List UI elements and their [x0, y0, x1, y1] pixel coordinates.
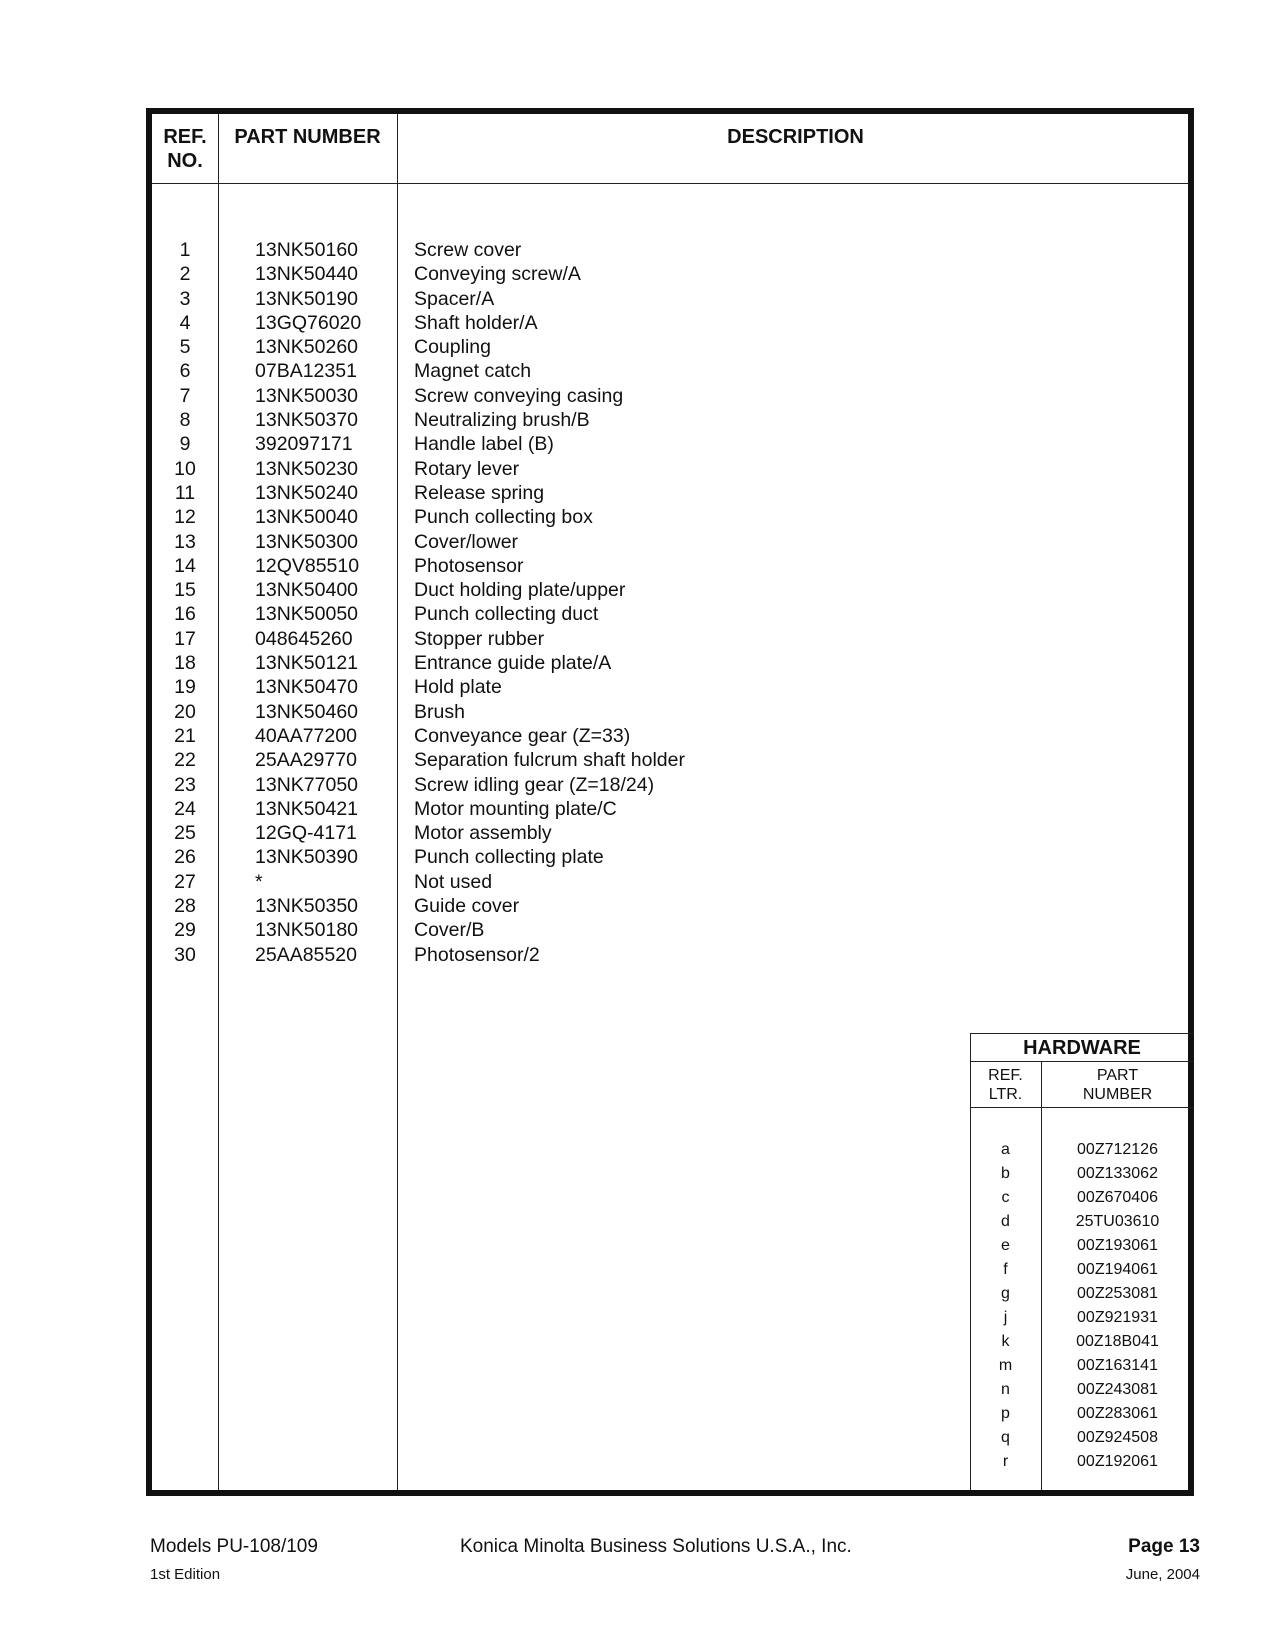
- description-cell: Not used: [414, 870, 493, 893]
- hardware-part-cell: 00Z924508: [1077, 1429, 1158, 1446]
- part-number-cell: 13NK50400: [255, 579, 359, 602]
- ref-no-cell: 29: [174, 919, 196, 942]
- description-cell: Cover/lower: [414, 530, 519, 553]
- ref-no-cell: 25: [174, 822, 196, 845]
- ref-no-cell: 5: [179, 336, 191, 359]
- ref-ltr-header: [970, 1066, 1041, 1104]
- part-number-cell: 13NK50390: [255, 846, 359, 869]
- ref-no-cell: 22: [174, 749, 196, 772]
- ref-no-cell: 18: [174, 652, 196, 675]
- description-cell: Photosensor: [414, 554, 524, 577]
- ref-no-cell: 21: [174, 724, 196, 747]
- part-number-cell: 12GQ-4171: [255, 822, 357, 845]
- hardware-part-cell: 00Z194061: [1077, 1261, 1158, 1278]
- ref-no-cell: 6: [179, 360, 191, 383]
- parts-table: [146, 108, 1194, 1496]
- footer-edition: 1st Edition: [150, 1566, 221, 1583]
- description-cell: Conveyance gear (Z=33): [414, 724, 631, 747]
- ref-no-cell: 24: [174, 797, 196, 820]
- ref-no-cell: 23: [174, 773, 196, 796]
- hardware-part-cell: 00Z243081: [1077, 1381, 1158, 1398]
- ref-no-cell: 16: [174, 603, 196, 626]
- description-cell: Hold plate: [414, 676, 502, 699]
- part-number-cell: 13NK50440: [255, 263, 359, 286]
- hardware-ref-ltr-cell: q: [1001, 1429, 1010, 1446]
- ref-no-cell: 13: [174, 530, 196, 553]
- ref-no-cell: 14: [174, 554, 196, 577]
- ref-no-cell: 8: [179, 409, 191, 432]
- hw-part-header-line1: PART: [1096, 1067, 1139, 1084]
- description-cell: Brush: [414, 700, 465, 723]
- hardware-part-cell: 00Z163141: [1077, 1357, 1158, 1374]
- hw-part-number-header: [1041, 1066, 1194, 1104]
- part-number-cell: 13NK50350: [255, 895, 359, 918]
- hardware-ref-ltr-cell: p: [1001, 1405, 1010, 1422]
- hardware-title: HARDWARE: [1023, 1037, 1141, 1059]
- part-number-cell: 13NK77050: [255, 773, 359, 796]
- footer-models: Models PU-108/109: [150, 1536, 318, 1557]
- hardware-ref-ltr-cell: g: [1001, 1285, 1010, 1302]
- header-divider: [152, 183, 1188, 184]
- footer-date: June, 2004: [1125, 1566, 1200, 1583]
- ref-header-line1: REF.: [163, 126, 207, 148]
- part-number-column: [255, 238, 361, 967]
- ref-no-cell: 10: [174, 457, 196, 480]
- part-number-cell: 13NK50050: [255, 603, 359, 626]
- ref-no-cell: 30: [174, 943, 196, 966]
- description-cell: Motor mounting plate/C: [414, 797, 617, 820]
- description-cell: Rotary lever: [414, 457, 520, 480]
- part-number-cell: 13NK50160: [255, 239, 359, 261]
- hardware-ref-ltr-cell: b: [1001, 1165, 1010, 1182]
- part-number-cell: 12QV85510: [255, 554, 360, 577]
- description-cell: Guide cover: [414, 895, 520, 918]
- hardware-ref-ltr-cell: m: [998, 1357, 1013, 1374]
- ref-no-cell: 2: [179, 263, 191, 286]
- part-number-header: PART NUMBER: [234, 126, 381, 148]
- footer-company: Konica Minolta Business Solutions U.S.A., Inc.: [460, 1536, 852, 1557]
- part-number-cell: 13NK50470: [255, 676, 359, 699]
- description-cell: Release spring: [414, 481, 545, 504]
- ref-no-cell: 3: [179, 287, 191, 310]
- part-number-cell: 13GQ76020: [255, 311, 362, 334]
- divider-ref-part: [218, 114, 219, 1490]
- part-number-cell: *: [255, 870, 263, 893]
- hardware-header-divider: [970, 1107, 1194, 1108]
- description-cell: Shaft holder/A: [414, 311, 538, 334]
- description-cell: Cover/B: [414, 919, 485, 942]
- part-number-cell: 13NK50260: [255, 336, 359, 359]
- hardware-part-cell: 00Z712126: [1077, 1141, 1158, 1158]
- description-cell: Punch collecting duct: [414, 603, 599, 626]
- ref-no-cell: 7: [179, 384, 191, 407]
- ref-ltr-header-line1: REF.: [988, 1067, 1023, 1084]
- hardware-part-cell: 00Z253081: [1077, 1285, 1158, 1302]
- part-number-cell: 13NK50190: [255, 287, 359, 310]
- hw-part-header-line2: NUMBER: [1082, 1086, 1153, 1103]
- ref-header-line2: NO.: [167, 150, 203, 172]
- part-number-cell: 392097171: [255, 433, 353, 456]
- description-cell: Magnet catch: [414, 360, 532, 383]
- hardware-part-cell: 00Z133062: [1077, 1165, 1158, 1182]
- ref-no-header: [152, 125, 218, 173]
- hardware-ref-ltr-cell: e: [1001, 1237, 1010, 1254]
- ref-no-cell: 27: [174, 870, 196, 893]
- hardware-part-cell: 00Z192061: [1077, 1453, 1158, 1470]
- part-number-cell: 13NK50121: [255, 652, 359, 675]
- part-number-cell: 25AA29770: [255, 749, 357, 772]
- description-cell: Motor assembly: [414, 822, 552, 845]
- description-cell: Screw idling gear (Z=18/24): [414, 773, 655, 796]
- part-number-cell: 40AA77200: [255, 724, 357, 747]
- description-header: DESCRIPTION: [727, 126, 864, 148]
- hardware-part-cell: 00Z921931: [1077, 1309, 1158, 1326]
- hardware-table: [970, 1033, 1194, 1490]
- description-cell: Punch collecting box: [414, 506, 593, 529]
- description-cell: Separation fulcrum shaft holder: [414, 749, 685, 772]
- part-number-cell: 25AA85520: [255, 943, 357, 966]
- description-cell: Stopper rubber: [414, 627, 545, 650]
- description-cell: Coupling: [414, 336, 491, 359]
- ref-no-cell: 26: [174, 846, 196, 869]
- description-cell: Screw cover: [414, 239, 522, 261]
- ref-no-cell: 1: [179, 239, 191, 261]
- hardware-part-cell: 00Z283061: [1077, 1405, 1158, 1422]
- ref-no-column: [152, 238, 218, 967]
- hardware-ref-ltr-column: [970, 1138, 1041, 1474]
- part-number-cell: 048645260: [255, 627, 353, 650]
- part-number-cell: 13NK50030: [255, 384, 359, 407]
- hardware-part-cell: 25TU03610: [1075, 1213, 1160, 1230]
- part-number-cell: 13NK50040: [255, 506, 359, 529]
- description-column: [414, 238, 685, 967]
- ref-no-cell: 4: [179, 311, 191, 334]
- divider-part-desc: [397, 114, 398, 1490]
- hardware-ref-ltr-cell: a: [1001, 1141, 1010, 1158]
- hardware-ref-ltr-cell: k: [1001, 1333, 1010, 1350]
- part-number-cell: 13NK50230: [255, 457, 359, 480]
- part-number-cell: 13NK50370: [255, 409, 359, 432]
- ref-no-cell: 19: [174, 676, 196, 699]
- ref-no-cell: 12: [174, 506, 196, 529]
- hardware-part-column: [1041, 1138, 1194, 1474]
- footer-page: Page 13: [1128, 1536, 1200, 1557]
- part-number-cell: 13NK50300: [255, 530, 359, 553]
- hardware-ref-ltr-cell: j: [1003, 1309, 1008, 1326]
- ref-no-cell: 20: [174, 700, 196, 723]
- hardware-part-cell: 00Z670406: [1077, 1189, 1158, 1206]
- ref-no-cell: 9: [179, 433, 191, 456]
- ref-no-cell: 28: [174, 895, 196, 918]
- part-number-cell: 13NK50240: [255, 481, 359, 504]
- description-cell: Conveying screw/A: [414, 263, 581, 286]
- hardware-part-cell: 00Z193061: [1077, 1237, 1158, 1254]
- hardware-ref-ltr-cell: r: [1002, 1453, 1009, 1470]
- hardware-part-cell: 00Z18B041: [1076, 1333, 1159, 1350]
- description-cell: Handle label (B): [414, 433, 554, 456]
- part-number-cell: 13NK50180: [255, 919, 359, 942]
- ref-ltr-header-line2: LTR.: [988, 1086, 1023, 1103]
- description-cell: Photosensor/2: [414, 943, 540, 966]
- hardware-ref-ltr-cell: n: [1001, 1381, 1010, 1398]
- hardware-ref-ltr-cell: d: [1001, 1213, 1010, 1230]
- part-number-cell: 13NK50460: [255, 700, 359, 723]
- description-cell: Neutralizing brush/B: [414, 409, 590, 432]
- description-cell: Entrance guide plate/A: [414, 652, 612, 675]
- description-cell: Spacer/A: [414, 287, 495, 310]
- description-cell: Duct holding plate/upper: [414, 579, 626, 602]
- hardware-ref-ltr-cell: c: [1001, 1189, 1010, 1206]
- ref-no-cell: 11: [174, 481, 196, 504]
- description-cell: Screw conveying casing: [414, 384, 624, 407]
- part-number-cell: 13NK50421: [255, 797, 359, 820]
- ref-no-cell: 15: [174, 579, 196, 602]
- ref-no-cell: 17: [174, 627, 196, 650]
- part-number-cell: 07BA12351: [255, 360, 357, 383]
- hardware-ref-ltr-cell: f: [1003, 1261, 1008, 1278]
- description-cell: Punch collecting plate: [414, 846, 604, 869]
